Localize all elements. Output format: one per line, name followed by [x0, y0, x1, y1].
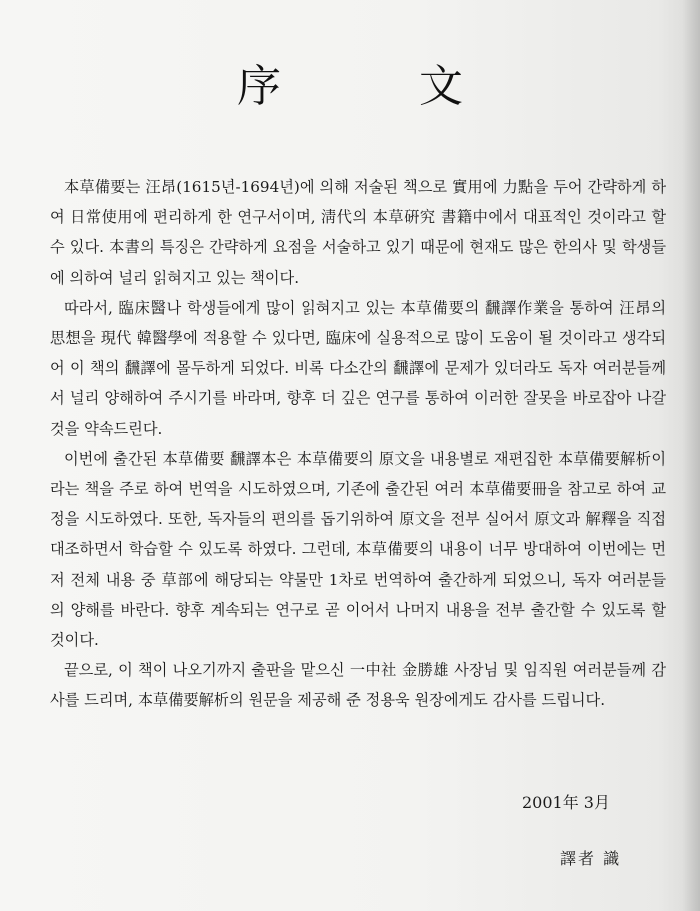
date-line: 2001年 3月 [522, 793, 610, 812]
preface-body [50, 172, 666, 716]
translator-signature: 譯者 識 [560, 849, 622, 868]
page-title: 序 文 [237, 61, 525, 112]
paragraph-3: 이번에 출간된 本草備要 飜譯本은 本草備要의 原文을 내용별로 재편집한 本草備要解析이라는 책을 주로 하여 번역을 시도하였으며, 기존에 출간된 여러 本草備要冊을 참고로 하여 교정을 시도하였다. 또한, 독자들의 편의를 돕기위하여 原文을 전부 실어서 原文과 解釋을 직접 대조하면서 학습할 수 있도록 하였다. 그런데, 本草備要의 내용이 너무 방대하여 이번에는 먼저 전체 내용 중 草部에 해당되는 약물만 1차로 번역하여 출간하게 되었으니, 독자 여러분들의 양해를 바란다. 향후 계속되는 연구로 곧 이어서 나머지 내용을 전부 출간할 수 있도록 할 것이다. [50, 449, 666, 650]
paragraph-1: 本草備要는 汪昂(1615년-1694년)에 의해 저술된 책으로 實用에 力點을 두어 간략하게 하여 日常使用에 편리하게 한 연구서이며, 淸代의 本草硏究 書籍中에서 대표적인 것이라고 할 수 있다. 本書의 특징은 간략하게 요점을 서술하고 있기 때문에 현재도 많은 한의사 및 학생들에 의하여 널리 읽혀지고 있는 책이다. [50, 178, 666, 287]
paragraph-2: 따라서, 臨床醫나 학생들에게 많이 읽혀지고 있는 本草備要의 飜譯作業을 통하여 汪昂의 思想을 現代 韓醫學에 적용할 수 있다면, 臨床에 실용적으로 많이 도움이 될 것이라고 생각되어 이 책의 飜譯에 몰두하게 되었다. 비록 다소간의 飜譯에 문제가 있더라도 독자 여러분들께서 널리 양해하여 주시기를 바라며, 향후 더 깊은 연구를 통하여 이러한 잘못을 바로잡아 나갈 것을 약속드린다. [50, 298, 666, 438]
paragraph-4: 끝으로, 이 책이 나오기까지 출판을 맡으신 一中社 金勝雄 사장님 및 임직원 여러분들께 감사를 드리며, 本草備要解析의 원문을 제공해 준 정용욱 원장에게도 감사를 드립니다. [50, 661, 666, 710]
page-edge-shadow [682, 0, 700, 911]
